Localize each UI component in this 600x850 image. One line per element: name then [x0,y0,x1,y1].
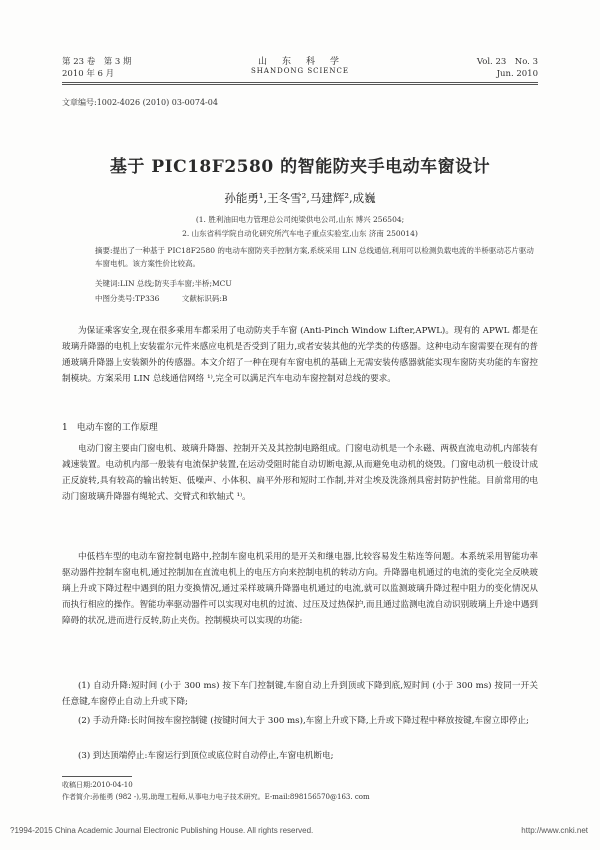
footnote-rule [62,776,132,777]
received-date: 收稿日期:2010-04-10 [62,781,133,789]
header-rule [62,82,538,83]
paragraph-motor: 电动门窗主要由门窗电机、玻璃升降器、控制开关及其控制电路组成。门窗电动机是一个永磁、两极直流电动机,内部装有减速装置。电动机内部一般装有电流保护装置,在运动受阻时能自动切断电源,从而避免电动机的烧毁。门窗电动机一般设计成正反旋转,具有较高的输出转矩、低噪声、小体积、扁平外形和短时工作制,并对尘埃及洗涤剂具密封防护性能。目前常用的电动门窗玻璃升降器有绳轮式、交臂式和软轴式 ¹⁾。 [62,444,538,502]
author-bio: 作者简介:孙能勇 (982 -),男,助理工程师,从事电力电子技术研究。E-mail:898156570@163. com [62,793,370,801]
affiliation-2: 2. 山东省科学院自动化研究所汽车电子重点实验室,山东 济南 250014) [182,229,418,238]
article-number: 文章编号:1002-4026 (2010) 03-0074-04 [62,98,218,107]
author-list: 孙能勇¹,王冬雪²,马建辉²,成巍 [224,191,376,205]
paper-title: 基于 PIC18F2580 的智能防夹手电动车窗设计 [109,157,491,177]
abstract: 摘要:提出了一种基于 PIC18F2580 的电动车窗防夹手控制方案,系统采用 LIN 总线通信,利用可以检测负载电流的半桥驱动芯片驱动车窗电机。该方案性价比较高。 [95,246,534,268]
journal-volume-issue: 第 23 卷 第 3 期 2010 年 6 月 [62,57,132,79]
section-heading: 1 电动车窗的工作原理 [62,423,158,433]
copyright-notice: ?1994-2015 China Academic Journal Electronic Publishing House. All rights reserved. [10,826,314,835]
header-rule-2 [62,84,538,85]
list-item: (2) 手动升降:长时间按车窗控制键 (按键时间大于 300 ms),车窗上升或下降,上升或下降过程中释放按键,车窗立即停止; [78,716,529,726]
journal-name: 山 东 科 学 SHANDONG SCIENCE [251,57,349,75]
list-item: (3) 到达顶端停止:车窗运行到顶位或底位时自动停止,车窗电机断电; [78,751,334,761]
keywords: 关键词:LIN 总线;防夹手车窗;半桥;MCU [95,279,232,288]
cnki-link[interactable]: http://www.cnki.net [521,826,588,835]
paragraph-control: 中低档车型的电动车窗控制电路中,控制车窗电机采用的是开关和继电器,比较容易发生粘连等问题。本系统采用智能功率驱动器件控制车窗电机,通过控制加在直流电机上的电压方向来控制电机的转动方向。升降器电机通过的电流的变化完全反映玻璃上升或下降过程中遇到的阻力变换情况,通过采样玻璃升降器电机通过的电流,就可以监测玻璃升降过程中阻力的变化情况从而执行相应的操作。智能功率驱动器件可以实现对电机的过流、过压及过热保护,而且通过监测电流自动识别玻璃上升途中遇到障碍的状况,进而进行反转,防止夹伤。控制模块可以实现的功能: [62,552,538,626]
list-item: (1) 自动升降:短时间 (小于 300 ms) 按下车门控制键,车窗自动上升到顶或下降到底,短时间 (小于 300 ms) 按同一开关任意键,车窗停止自动上升或下降; [62,681,538,707]
classification: 中图分类号:TP336 文献标识码:B [95,294,228,303]
journal-volume-issue-en: Vol. 23 No. 3 Jun. 2010 [476,57,538,79]
affiliation-1: (1. 胜利油田电力管理总公司纯梁供电公司,山东 博兴 256504; [195,215,405,224]
intro-paragraph: 为保证乘客安全,现在很多乘用车都采用了电动防夹手车窗 (Anti-Pinch Window Lifter,APWL)。现有的 APWL 都是在玻璃升降器的电机上安装霍尔元件来感应电机是否受到了阻力,或者安装其他的光学类的传感器。这种电动车窗需要在现有的普通玻璃升降器上安装额外的传感器。本文介绍了一种在现有车窗电机的基础上无需安装传感器就能实现车窗防夹功能的车窗控制模块。方案采用 LIN 总线通信网络 ¹⁾,完全可以满足汽车电动车窗控制对总线的要求。 [62,326,538,384]
